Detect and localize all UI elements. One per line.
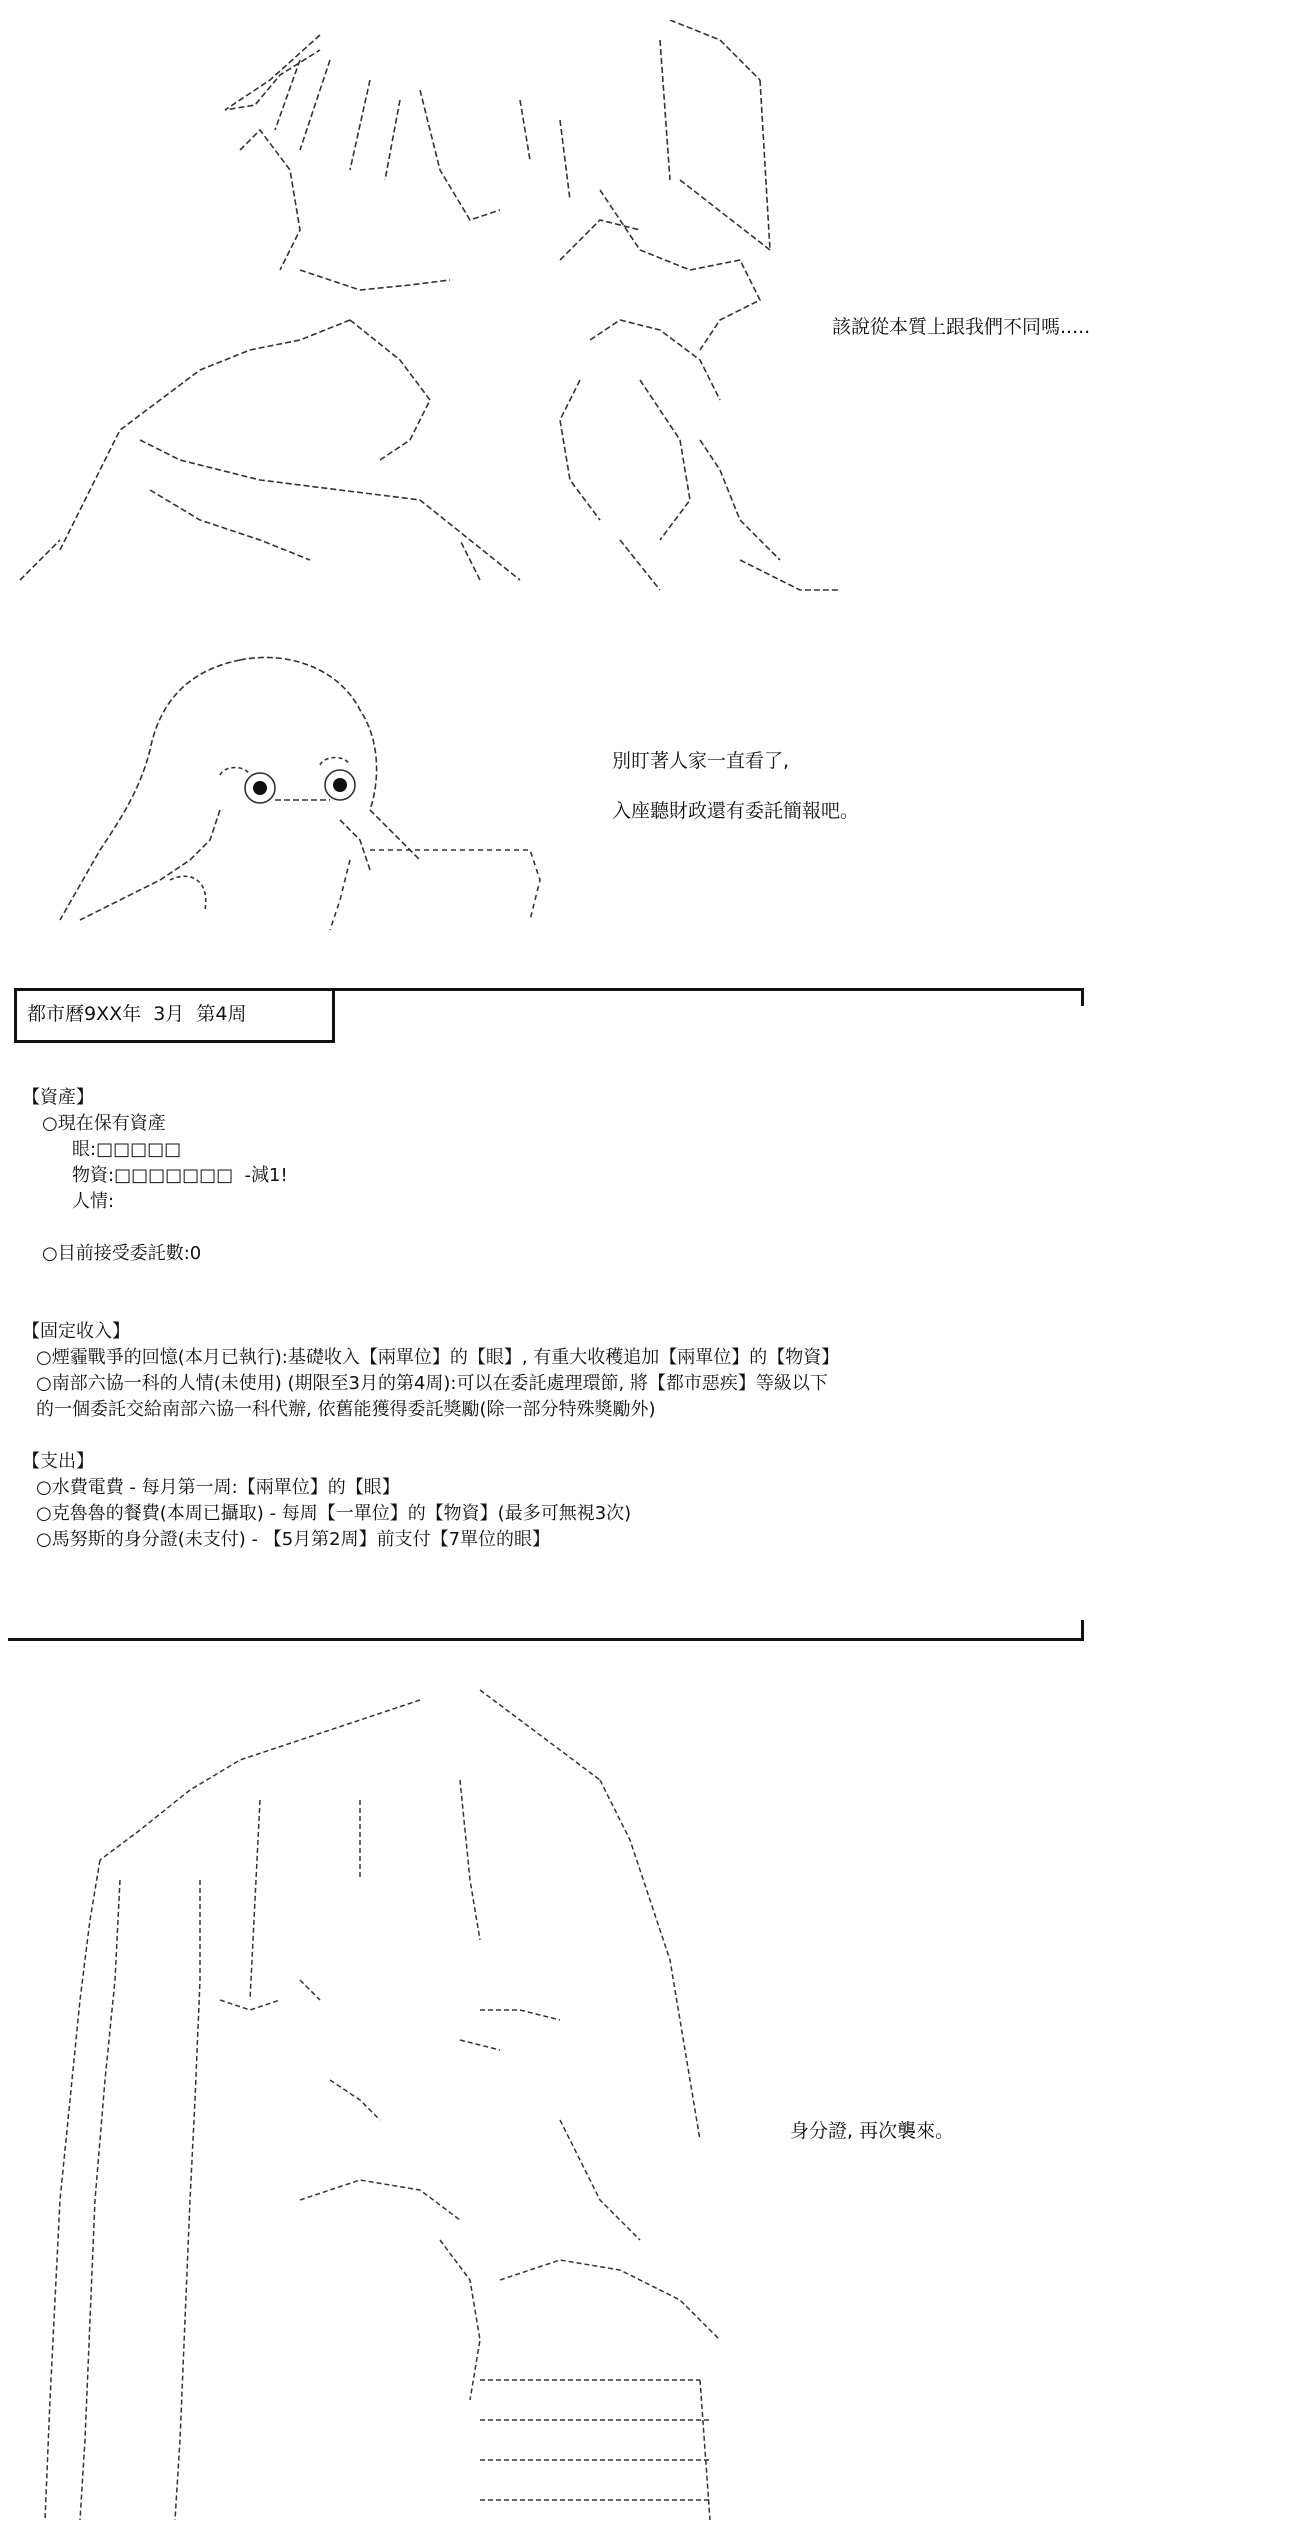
expenses-item-1: ○水費電費 - 每月第一周:【兩單位】的【眼】 xyxy=(36,1477,400,1498)
dialogue-panel-2-line2: 入座聽財政還有委託簡報吧。 xyxy=(612,800,860,822)
report-bottom-right-border xyxy=(1081,1620,1084,1641)
expenses-header: 【支出】 xyxy=(22,1451,94,1472)
report-bottom-border xyxy=(8,1638,1084,1641)
report-body xyxy=(22,1085,1082,1553)
spacer xyxy=(22,1423,1082,1449)
spacer xyxy=(22,1267,1082,1293)
assets-favor: 人情: xyxy=(72,1191,115,1212)
spacer xyxy=(22,1293,1082,1319)
assets-holdings: ○現在保有資產 xyxy=(42,1113,166,1134)
fixed-income-header: 【固定收入】 xyxy=(22,1321,130,1342)
fixed-income-item-2-line2: 的一個委託交給南部六協一科代辦, 依舊能獲得委託獎勵(除一部分特殊獎勵外) xyxy=(36,1399,656,1420)
ascii-art-panel-3 xyxy=(0,1680,760,2530)
fixed-income-item-1: ○煙霾戰爭的回憶(本月已執行):基礎收入【兩單位】的【眼】, 有重大收穫追加【兩單位】的【物資】 xyxy=(36,1347,840,1368)
assets-header: 【資產】 xyxy=(22,1087,94,1108)
assets-eye: 眼:□□□□□ xyxy=(72,1139,182,1160)
report-date: 都市曆9XX年 3月 第4周 xyxy=(14,991,335,1043)
expenses-item-3: ○馬努斯的身分證(未支付) - 【5月第2周】前支付【7單位的眼】 xyxy=(36,1529,551,1550)
ascii-art-panel-2 xyxy=(40,640,560,940)
assets-commissions: ○目前接受委託數:0 xyxy=(42,1243,202,1264)
dialogue-panel-2-line1: 別盯著人家一直看了, xyxy=(612,750,790,772)
assets-goods: 物資:□□□□□□□ -減1! xyxy=(72,1165,288,1186)
ascii-art-panel-1 xyxy=(0,20,860,600)
dialogue-panel-3: 身分證, 再次襲來。 xyxy=(790,2120,955,2142)
fixed-income-item-2-line1: ○南部六協一科的人情(未使用) (期限至3月的第4周):可以在委託處理環節, 將【都市惡疾】等級以下 xyxy=(36,1373,828,1394)
expenses-item-2: ○克魯魯的餐費(本周已攝取) - 每周【一單位】的【物資】(最多可無視3次) xyxy=(36,1503,632,1524)
dialogue-panel-1: 該說從本質上跟我們不同嗎..... xyxy=(832,316,1091,338)
report-top-right-border xyxy=(1081,988,1084,1006)
spacer xyxy=(22,1215,1082,1241)
